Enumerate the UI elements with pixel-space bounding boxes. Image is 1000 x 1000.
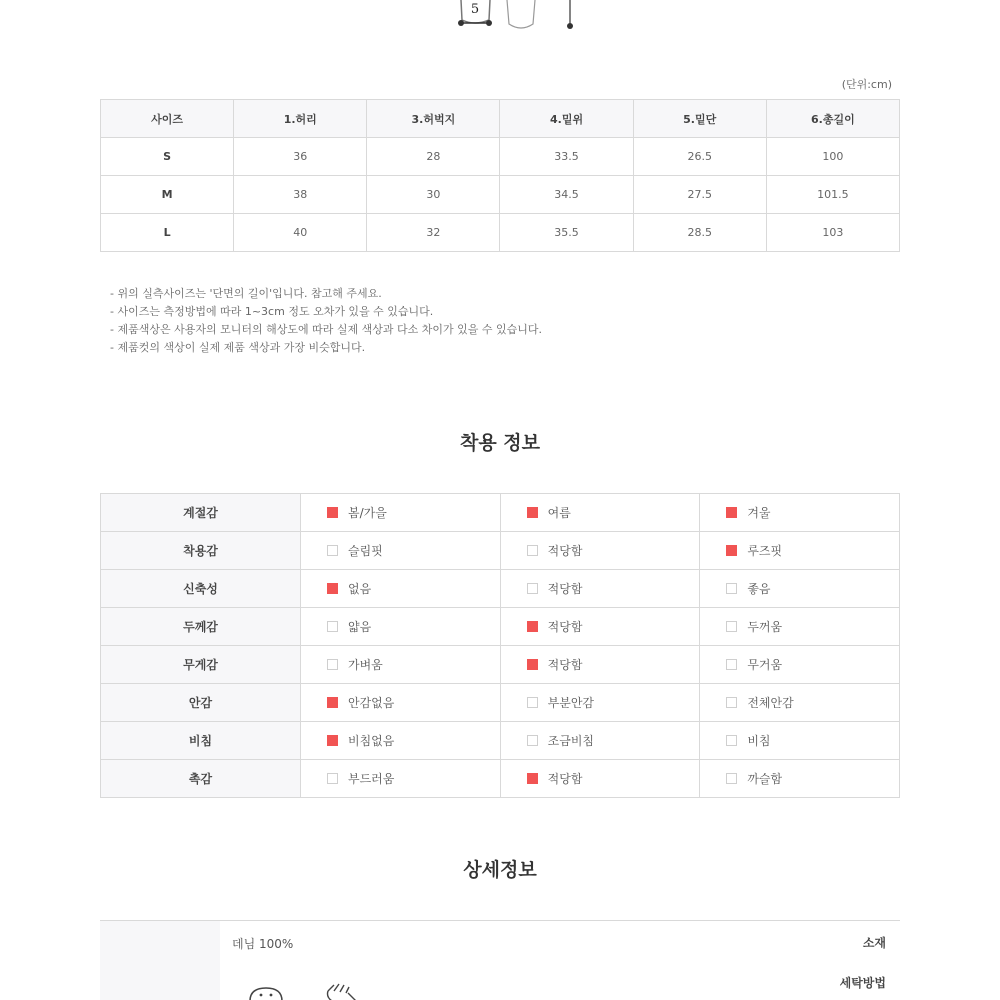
size-header-cell: 1.허리 — [234, 100, 367, 138]
checked-box-icon — [327, 735, 338, 746]
fit-row-label: 무게감 — [101, 646, 301, 684]
unit-label: (단위:cm) — [841, 78, 892, 91]
size-notes — [110, 285, 542, 357]
size-table-header-row — [101, 100, 900, 138]
fit-option-label: 두꺼움 — [747, 620, 783, 634]
fit-row — [101, 722, 900, 760]
fit-row — [101, 608, 900, 646]
fit-row-label: 신축성 — [101, 570, 301, 608]
unchecked-box-icon — [327, 621, 338, 632]
fit-option — [500, 646, 700, 684]
unchecked-box-icon — [327, 545, 338, 556]
size-cell: 30 — [367, 176, 500, 214]
fit-option-label: 루즈핏 — [747, 544, 783, 558]
unchecked-box-icon — [327, 659, 338, 670]
fit-row — [101, 760, 900, 798]
fit-option — [301, 760, 501, 798]
fit-option — [301, 684, 501, 722]
unchecked-box-icon — [726, 583, 737, 594]
fit-option — [500, 760, 700, 798]
hand-wash-icon — [322, 983, 362, 1000]
size-table — [100, 99, 900, 252]
fit-option-label: 비침없음 — [348, 734, 395, 748]
note-item: - 위의 실측사이즈는 '단면의 길이'입니다. 참고해 주세요. — [110, 287, 382, 300]
size-header-cell: 사이즈 — [101, 100, 234, 138]
fit-option — [500, 494, 700, 532]
fit-option-label: 좋음 — [747, 582, 771, 596]
checked-box-icon — [726, 507, 737, 518]
fit-option-label: 없음 — [348, 582, 372, 596]
fit-option-label: 까슬함 — [747, 772, 783, 786]
unchecked-box-icon — [726, 735, 737, 746]
size-cell: 36 — [234, 138, 367, 176]
fit-option — [700, 760, 900, 798]
size-cell: 28 — [367, 138, 500, 176]
size-cell: 35.5 — [500, 214, 633, 252]
fit-option — [301, 532, 501, 570]
diagram-marker-5: 5 — [470, 2, 480, 17]
fit-option-label: 적당함 — [547, 620, 583, 634]
checked-box-icon — [327, 697, 338, 708]
fit-option-label: 전체안감 — [747, 696, 794, 710]
material-label: 소재 — [862, 936, 886, 950]
fit-option — [700, 646, 900, 684]
fit-info-title: 착용 정보 — [459, 432, 541, 454]
fit-row-label: 두께감 — [101, 608, 301, 646]
fit-option-label: 적당함 — [547, 658, 583, 672]
detail-info-title: 상세정보 — [463, 859, 537, 881]
unchecked-box-icon — [726, 773, 737, 784]
fit-option-label: 적당함 — [547, 772, 583, 786]
fit-option-label: 얇음 — [348, 620, 372, 634]
size-table-row — [101, 214, 900, 252]
fit-option — [500, 684, 700, 722]
fit-option-label: 슬림핏 — [348, 544, 383, 558]
size-cell: 103 — [766, 214, 899, 252]
size-cell: 27.5 — [633, 176, 766, 214]
checked-box-icon — [527, 659, 538, 670]
fit-option — [700, 608, 900, 646]
checked-box-icon — [527, 507, 538, 518]
fit-row-label: 촉감 — [101, 760, 301, 798]
fit-option — [500, 570, 700, 608]
checked-box-icon — [327, 583, 338, 594]
fit-row — [101, 646, 900, 684]
fit-option — [500, 532, 700, 570]
fit-option — [500, 722, 700, 760]
unchecked-box-icon — [726, 659, 737, 670]
fit-option-label: 적당함 — [547, 582, 583, 596]
size-cell: 26.5 — [633, 138, 766, 176]
size-header-cell: 5.밑단 — [633, 100, 766, 138]
unchecked-box-icon — [327, 773, 338, 784]
note-item: - 사이즈는 측정방법에 따라 1~3cm 정도 오차가 있을 수 있습니다. — [110, 305, 434, 318]
size-cell: 100 — [766, 138, 899, 176]
size-table-row — [101, 176, 900, 214]
size-table-row — [101, 138, 900, 176]
fit-option — [700, 494, 900, 532]
washing-label: 세탁방법 — [839, 976, 886, 990]
fit-option — [700, 570, 900, 608]
fit-row-label: 안감 — [101, 684, 301, 722]
fit-option-label: 안감없음 — [348, 696, 395, 710]
fit-row — [101, 494, 900, 532]
fit-option-label: 겨울 — [747, 506, 771, 520]
checked-box-icon — [726, 545, 737, 556]
size-diagram-illustration — [455, 0, 585, 32]
fit-option — [700, 532, 900, 570]
fit-option-label: 무거움 — [747, 658, 783, 672]
fit-option — [301, 722, 501, 760]
unchecked-box-icon — [527, 583, 538, 594]
fit-option-label: 가벼움 — [348, 658, 383, 672]
size-header-cell: 4.밑위 — [500, 100, 633, 138]
size-cell: L — [101, 214, 234, 252]
fit-option — [301, 608, 501, 646]
note-item: - 제품컷의 색상이 실제 제품 색상과 가장 비슷합니다. — [110, 341, 366, 354]
fit-info-table — [100, 493, 900, 798]
fit-row — [101, 532, 900, 570]
size-cell: 38 — [234, 176, 367, 214]
fit-option-label: 비침 — [747, 734, 771, 748]
size-cell: 40 — [234, 214, 367, 252]
note-item: - 제품색상은 사용자의 모니터의 해상도에 따라 실제 색상과 다소 차이가 있을 수 있습니다. — [110, 323, 542, 336]
detail-info-table — [100, 920, 900, 1000]
checked-box-icon — [527, 773, 538, 784]
fit-option — [700, 722, 900, 760]
fit-option — [500, 608, 700, 646]
fit-row-label: 착용감 — [101, 532, 301, 570]
fit-option-label: 부드러움 — [348, 772, 395, 786]
fit-option-label: 적당함 — [547, 544, 583, 558]
checked-box-icon — [327, 507, 338, 518]
unchecked-box-icon — [726, 621, 737, 632]
checked-box-icon — [527, 621, 538, 632]
material-value: 데님 100% — [232, 937, 294, 951]
fit-option-label: 봄/가을 — [348, 506, 387, 520]
fit-option — [700, 684, 900, 722]
size-cell: 101.5 — [766, 176, 899, 214]
size-cell: 34.5 — [500, 176, 633, 214]
fit-option-label: 조금비침 — [547, 734, 595, 748]
unchecked-box-icon — [527, 697, 538, 708]
fit-row — [101, 684, 900, 722]
size-cell: 32 — [367, 214, 500, 252]
fit-row — [101, 570, 900, 608]
wash-hand-icon — [246, 983, 286, 1000]
unchecked-box-icon — [527, 735, 538, 746]
fit-row-label: 비침 — [101, 722, 301, 760]
fit-option-label: 여름 — [547, 506, 571, 520]
fit-option — [301, 494, 501, 532]
size-cell: S — [101, 138, 234, 176]
unchecked-box-icon — [726, 697, 737, 708]
unchecked-box-icon — [527, 545, 538, 556]
fit-option — [301, 570, 501, 608]
fit-row-label: 계절감 — [101, 494, 301, 532]
fit-option — [301, 646, 501, 684]
size-cell: M — [101, 176, 234, 214]
fit-option-label: 부분안감 — [547, 696, 595, 710]
size-header-cell: 6.총길이 — [766, 100, 899, 138]
size-cell: 28.5 — [633, 214, 766, 252]
detail-label-column — [100, 921, 220, 1000]
size-header-cell: 3.허벅지 — [367, 100, 500, 138]
size-cell: 33.5 — [500, 138, 633, 176]
